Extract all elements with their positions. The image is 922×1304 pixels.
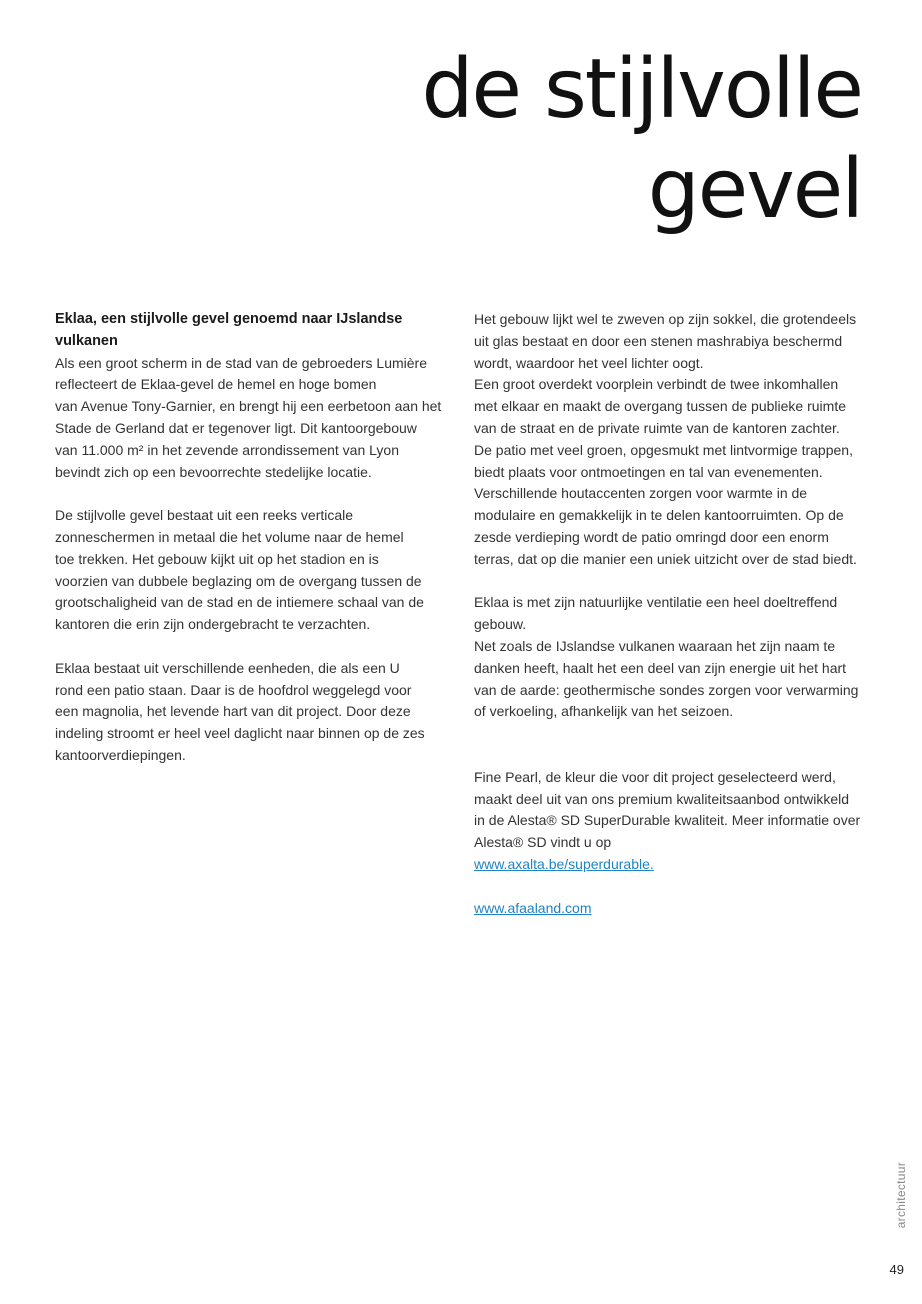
text-line: Verschillende houtaccenten zorgen voor warmte in de	[474, 485, 808, 502]
text-line: uit glas bestaat en door een stenen mashrabiya beschermd	[474, 332, 843, 349]
paragraph-facade	[55, 505, 447, 636]
text-line: kantoren die erin zijn ondergebracht te verzachten.	[55, 616, 371, 633]
text-line: of verkoeling, afhankelijk van het seizoen.	[474, 703, 734, 720]
paragraph-building	[474, 309, 866, 571]
text-line: Stade de Gerland dat er tegenover ligt. Dit kantoorgebouw	[55, 419, 417, 436]
page-number: 49	[889, 1262, 904, 1277]
section-label: architectuur	[894, 1162, 908, 1229]
title-line-2: gevel	[647, 142, 862, 237]
text-line: van de aarde: geothermische sondes zorgen voor verwarming	[474, 681, 859, 698]
text-line: Eklaa is met zijn natuurlijke ventilatie een heel doeltreffend	[474, 594, 838, 611]
text-line: rond een patio staan. Daar is de hoofdrol weggelegd voor	[55, 681, 412, 698]
text-line: maakt deel uit van ons premium kwaliteitsaanbod ontwikkeld	[474, 790, 850, 807]
text-line: gebouw.	[474, 616, 527, 633]
title-line-1: de stijlvolle	[421, 42, 862, 137]
text-line: De stijlvolle gevel bestaat uit een reeks verticale	[55, 507, 354, 524]
text-line: grootschaligheid van de stad en de intiemere schaal van de	[55, 594, 424, 611]
text-line: Een groot overdekt voorplein verbindt de twee inkomhallen	[474, 376, 839, 393]
paragraph-intro	[55, 353, 447, 484]
text-line: met elkaar en maakt de overgang tussen de publieke ruimte	[474, 398, 846, 415]
afaaland-link[interactable]: www.afaaland.com	[474, 899, 592, 916]
text-line: bevindt zich op een bevoorrechte stedelijke locatie.	[55, 463, 372, 480]
text-line: Als een groot scherm in de stad van de gebroeders Lumière	[55, 354, 427, 371]
text-line: van de straat en de private ruimte van de kantoren zachter.	[474, 419, 840, 436]
paragraph-website	[474, 898, 866, 920]
text-line: indeling stroomt er heel veel daglicht naar binnen op de zes	[55, 725, 425, 742]
text-line: zesde verdieping wordt de patio omringd door een enorm	[474, 528, 829, 545]
text-line: Net zoals de IJslandse vulkanen waaraan het zijn naam te	[474, 637, 836, 654]
text-line: reflecteert de Eklaa-gevel de hemel en hoge bomen	[55, 376, 377, 393]
text-line: voorzien van dubbele beglazing om de overgang tussen de	[55, 572, 422, 589]
paragraph-patio	[55, 658, 447, 767]
text-line: kantoorverdiepingen.	[55, 746, 186, 763]
axalta-link[interactable]: www.axalta.be/superdurable.	[474, 855, 654, 872]
text-line: een magnolia, het levende hart van dit project. Door deze	[55, 703, 411, 720]
text-line: danken heeft, haalt het een deel van zijn energie uit het hart	[474, 659, 847, 676]
article-heading	[55, 309, 447, 353]
text-line: toe trekken. Het gebouw kijkt uit op het stadion en is	[55, 550, 379, 567]
text-line: terras, dat op die manier een uniek uitzicht over de stad biedt.	[474, 550, 857, 567]
text-line: wordt, waardoor het veel lichter oogt.	[474, 354, 704, 371]
text-line: De patio met veel groen, opgesmukt met lintvormige trappen,	[474, 441, 853, 458]
paragraph-ventilation	[474, 592, 866, 723]
text-line: modulaire en gemakkelijk in te delen kantoorruimten. Op de	[474, 507, 844, 524]
heading-line: vulkanen	[55, 332, 118, 349]
text-line: Eklaa bestaat uit verschillende eenheden, die als een U	[55, 659, 400, 676]
text-line: zonneschermen in metaal die het volume naar de hemel	[55, 528, 404, 545]
text-line: van 11.000 m² in het zevende arrondissement van Lyon	[55, 441, 399, 458]
text-line: Het gebouw lijkt wel te zweven op zijn sokkel, die grotendeels	[474, 311, 857, 327]
text-line: Alesta® SD vindt u op	[474, 834, 612, 851]
text-line: Fine Pearl, de kleur die voor dit project geselecteerd werd,	[474, 768, 836, 785]
right-column	[474, 309, 866, 919]
page-title	[422, 40, 863, 240]
text-line: in de Alesta® SD SuperDurable kwaliteit. Meer informatie over	[474, 812, 861, 829]
heading-line: Eklaa, een stijlvolle gevel genoemd naar IJslandse	[55, 311, 403, 327]
left-column	[55, 309, 447, 767]
text-line: biedt plaats voor ontmoetingen en tal van evenementen.	[474, 463, 823, 480]
paragraph-color	[474, 767, 866, 876]
text-line: van Avenue Tony-Garnier, en brengt hij een eerbetoon aan het	[55, 398, 442, 415]
